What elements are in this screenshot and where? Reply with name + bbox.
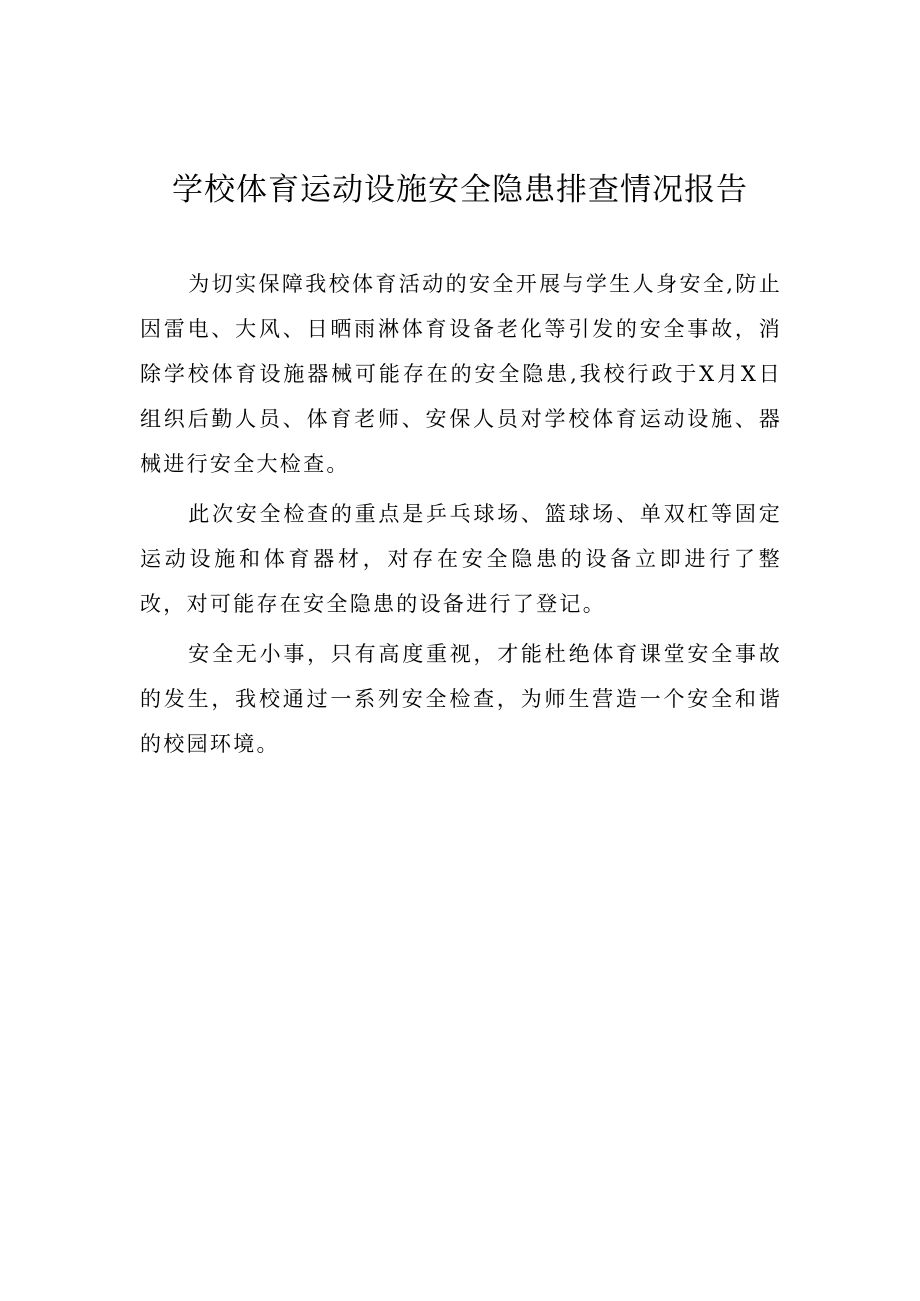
paragraph-3: 安全无小事，只有高度重视，才能杜绝体育课堂安全事故的发生，我校通过一系列安全检查，为师生营造一个安全和谐的校园环境。 — [140, 642, 782, 756]
document-title: 学校体育运动设施安全隐患排查情况报告 — [172, 172, 748, 208]
document-body — [140, 262, 782, 772]
paragraph-1: 为切实保障我校体育活动的安全开展与学生人身安全,防止因雷电、大风、日晒雨淋体育设备老化等引发的安全事故，消除学校体育设施器械可能存在的安全隐患,我校行政于X月X日组织后勤人员、体育老师、安保人员对学校体育运动设施、器械进行安全大检查。 — [140, 272, 782, 476]
paragraph-2: 此次安全检查的重点是乒乓球场、篮球场、单双杠等固定运动设施和体育器材，对存在安全隐患的设备立即进行了整改，对可能存在安全隐患的设备进行了登记。 — [140, 502, 782, 616]
